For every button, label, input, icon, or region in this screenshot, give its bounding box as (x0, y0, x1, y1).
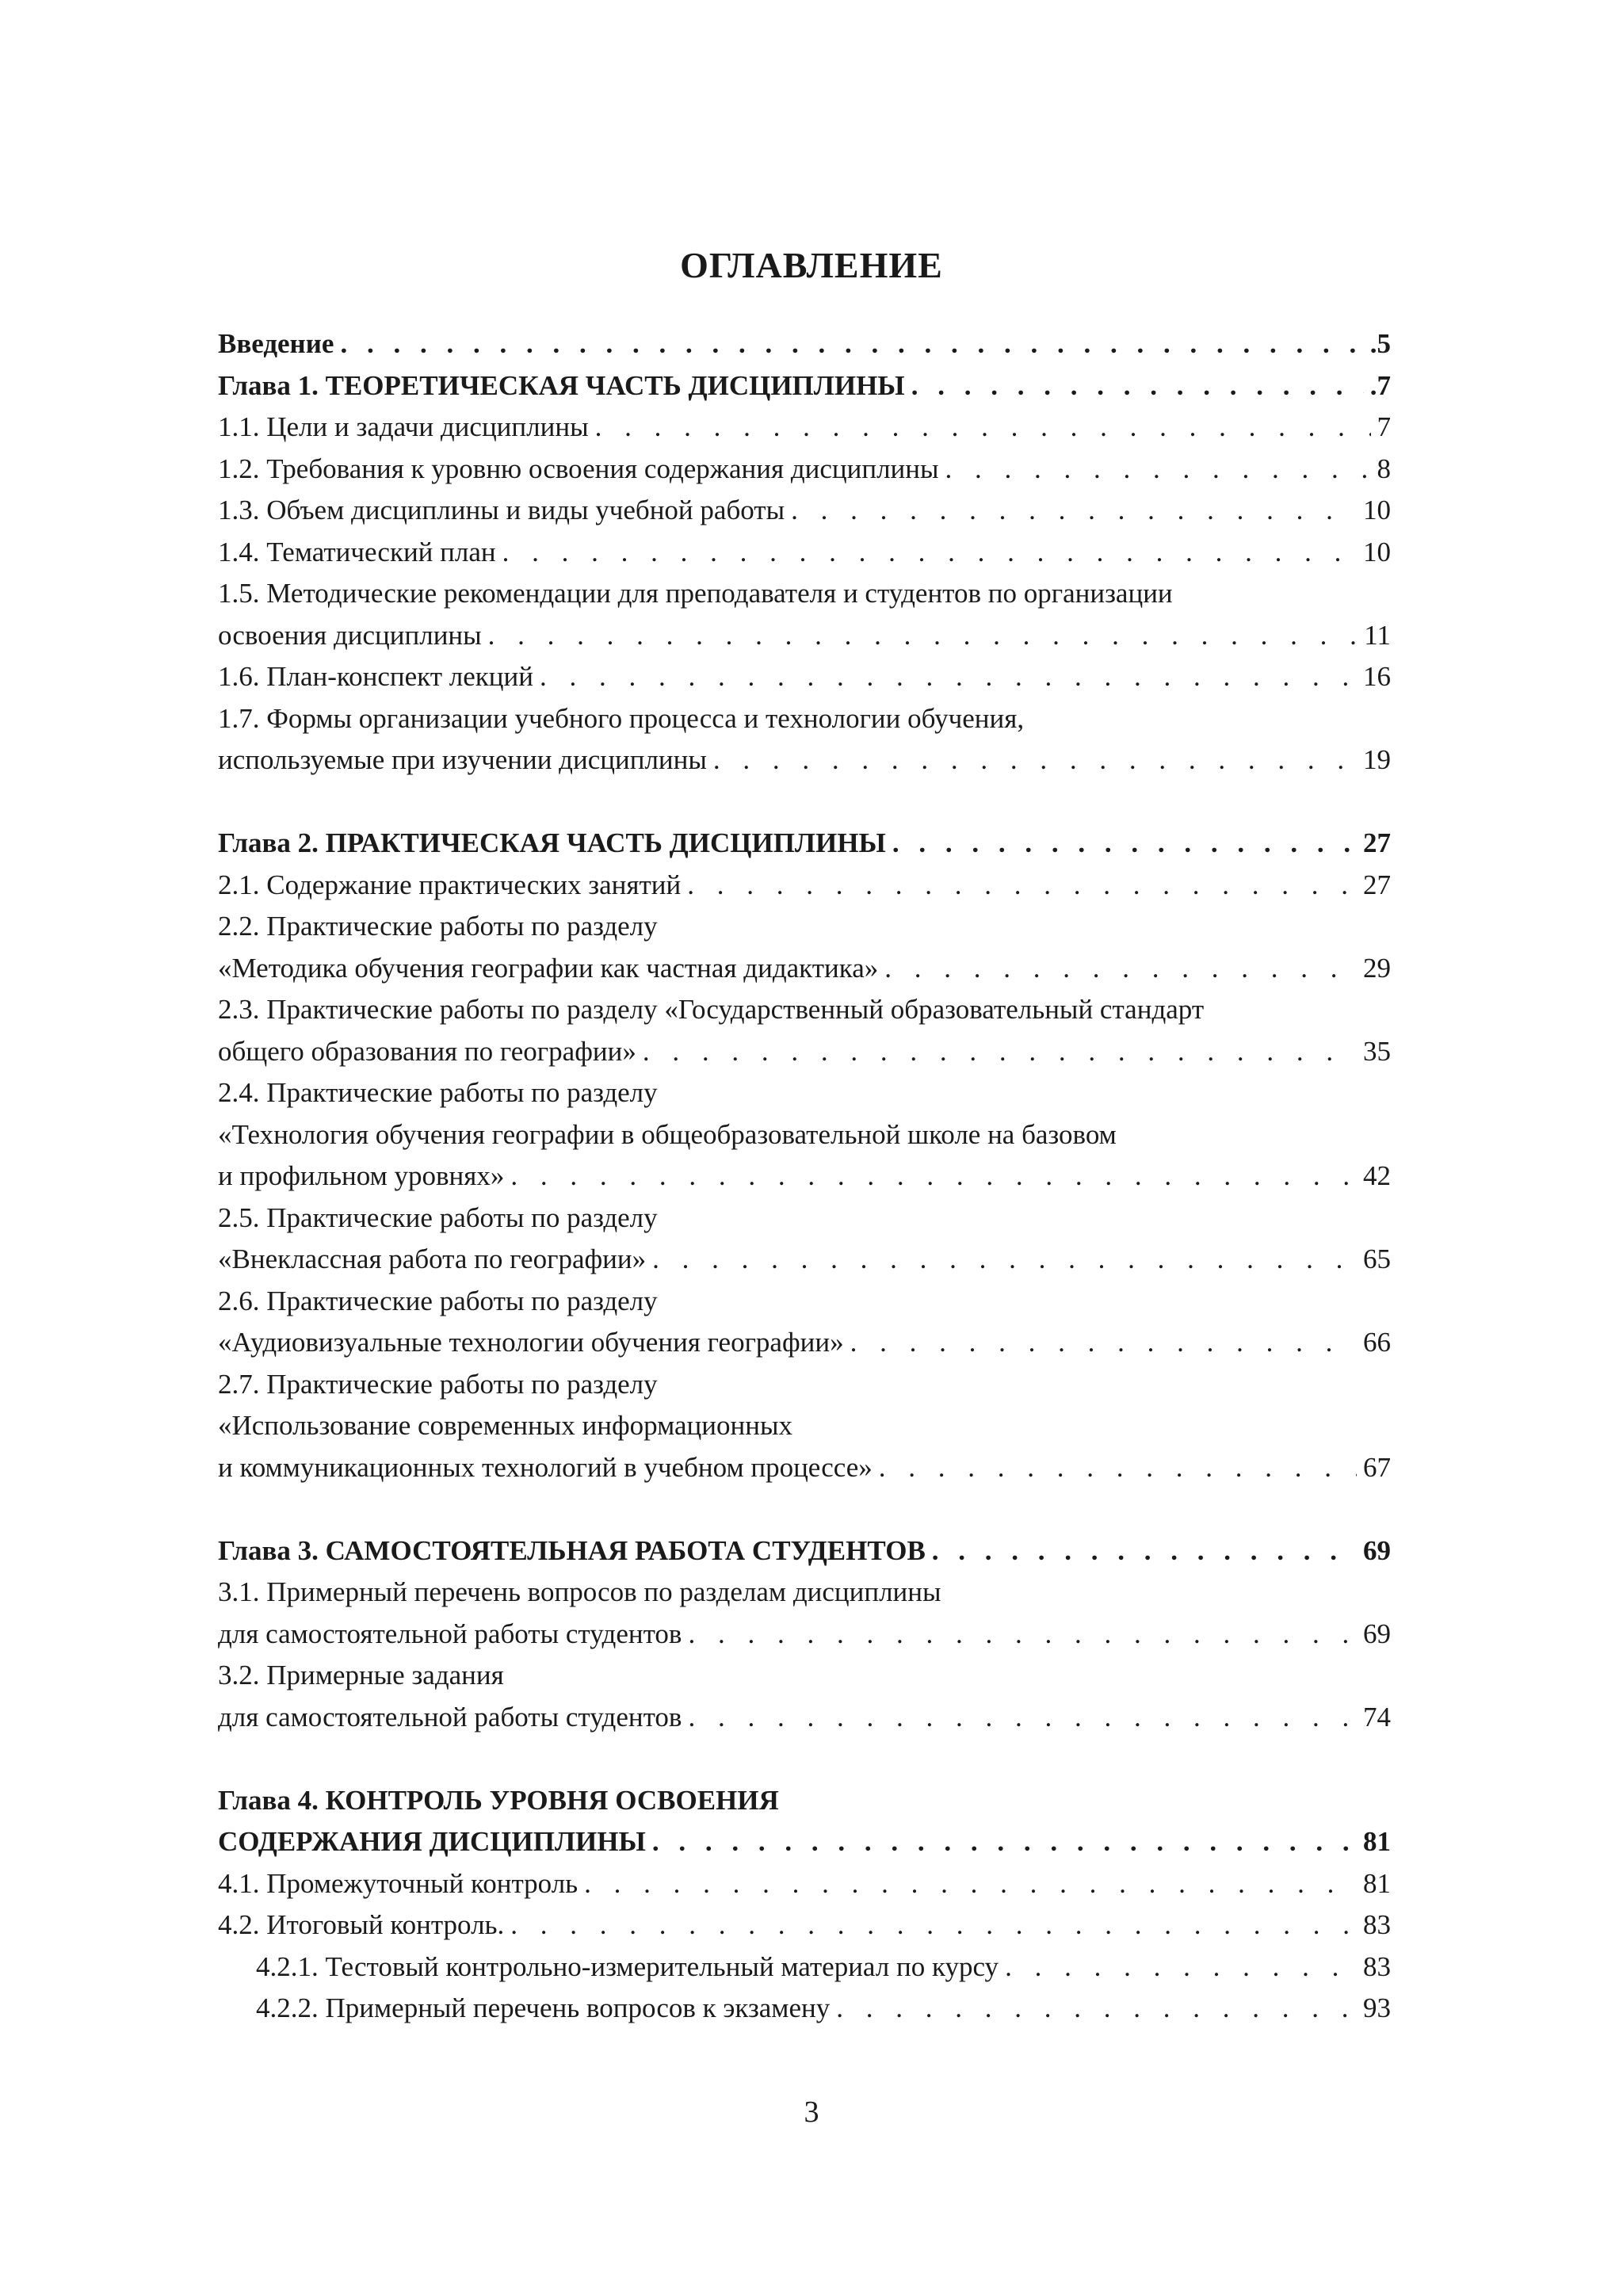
toc-entry[interactable] (218, 656, 1391, 698)
toc-entry[interactable] (218, 1072, 1391, 1198)
toc-entry-text: Введение (218, 328, 334, 359)
toc-page-number: 10 (1363, 536, 1391, 567)
dot-leader (932, 1530, 1357, 1572)
toc-entry[interactable] (218, 698, 1391, 781)
toc-page-number: 69 (1363, 1534, 1391, 1566)
toc-chapter-entry[interactable] (218, 823, 1391, 865)
toc-page-number: 83 (1363, 1909, 1391, 1940)
toc-entry-text: «Использование современных информационных (218, 1410, 792, 1441)
toc-page-number: 35 (1363, 1035, 1391, 1067)
dot-leader (791, 490, 1357, 532)
toc-entry[interactable] (218, 449, 1391, 491)
toc-entry-text: 4.1. Промежуточный контроль (218, 1867, 579, 1899)
toc-entry[interactable] (218, 490, 1391, 532)
toc-chapter-entry[interactable] (218, 323, 1391, 365)
toc-entry-text: общего образования по географии» (218, 1035, 636, 1067)
page-number: 3 (804, 2095, 819, 2129)
toc-entry-text: 2.2. Практические работы по разделу (218, 911, 658, 942)
toc-entry-text: Глава 2. ПРАКТИЧЕСКАЯ ЧАСТЬ ДИСЦИПЛИНЫ (218, 827, 886, 858)
toc-page-number: 16 (1363, 661, 1391, 692)
toc-entry-text: «Методика обучения географии как частная дидактика» (218, 952, 879, 984)
toc-entry-text: 1.5. Методические рекомендации для преподавателя и студентов по организации (218, 578, 1173, 609)
toc-entry-text: 1.3. Объем дисциплины и виды учебной работы (218, 495, 785, 525)
toc-chapter-entry[interactable] (218, 1530, 1391, 1572)
toc-entry-text: 1.2. Требования к уровню освоения содержания дисциплины (218, 453, 939, 484)
toc-page-number: 29 (1363, 952, 1391, 984)
toc-entry-text: 1.4. Тематический план (218, 536, 496, 567)
dot-leader (1005, 1946, 1357, 1988)
toc-page-number: 8 (1377, 453, 1391, 484)
dot-leader (652, 1821, 1357, 1863)
toc-entry[interactable] (218, 407, 1391, 449)
toc-entry[interactable] (218, 1863, 1391, 1905)
toc-entry-text: СОДЕРЖАНИЯ ДИСЦИПЛИНЫ (218, 1826, 646, 1857)
toc-entry-text: используемые при изучении дисциплины (218, 744, 707, 775)
toc-entry-text: 1.1. Цели и задачи дисциплины (218, 411, 589, 442)
toc-entry-text: «Аудиовизуальные технологии обучения географии» (218, 1327, 844, 1358)
toc-entry[interactable] (218, 532, 1391, 574)
dot-leader (510, 1904, 1357, 1946)
dot-leader (850, 1322, 1357, 1364)
toc-entry[interactable] (218, 1198, 1391, 1281)
toc-page-number: 10 (1363, 495, 1391, 525)
toc-page-number: 67 (1363, 1451, 1391, 1483)
toc-entry-text: 3.1. Примерный перечень вопросов по разделам дисциплины (218, 1576, 941, 1607)
toc-entry-text: для самостоятельной работы студентов (218, 1701, 682, 1733)
toc-entry[interactable] (218, 989, 1391, 1072)
toc-entry-text: 2.1. Содержание практических занятий (218, 869, 682, 900)
dot-leader (911, 365, 1364, 407)
toc-entry[interactable] (218, 1946, 1391, 1988)
dot-leader (688, 1697, 1357, 1739)
toc-page-number: 7 (1377, 411, 1391, 442)
toc-entry-text: 3.2. Примерные задания (218, 1660, 504, 1690)
toc-entry-text: 1.6. План-конспект лекций (218, 661, 533, 692)
toc-page-number: 27 (1363, 827, 1391, 858)
toc-entry-text: 2.6. Практические работы по разделу (218, 1285, 658, 1316)
toc-entry[interactable] (218, 573, 1391, 656)
toc-page-number: 74 (1363, 1701, 1391, 1733)
toc-entry-text: Глава 3. САМОСТОЯТЕЛЬНАЯ РАБОТА СТУДЕНТОВ (218, 1534, 926, 1566)
toc-entry-text: Глава 4. КОНТРОЛЬ УРОВНЯ ОСВОЕНИЯ (218, 1784, 779, 1816)
toc-chapter-entry[interactable] (218, 1780, 1391, 1863)
toc-page-number: 11 (1364, 619, 1391, 651)
toc-entry[interactable] (218, 906, 1391, 989)
toc-entry-text: 2.7. Практические работы по разделу (218, 1368, 658, 1400)
toc-entry-text: 2.5. Практические работы по разделу (218, 1201, 658, 1233)
toc-page-number: 27 (1363, 869, 1391, 900)
dot-leader (502, 532, 1357, 574)
toc-entry[interactable] (218, 865, 1391, 907)
toc-entry-text: 4.2.1. Тестовый контрольно-измерительный материал по курсу (256, 1950, 999, 1982)
toc-page-number: .7 (1369, 369, 1391, 401)
dot-leader (836, 1988, 1357, 2030)
toc-entry[interactable] (218, 1281, 1391, 1364)
toc-entry-text: и профильном уровнях» (218, 1160, 505, 1191)
dot-leader (713, 739, 1357, 781)
dot-leader (540, 656, 1357, 698)
dot-leader (884, 948, 1357, 990)
toc-page-number: 66 (1363, 1327, 1391, 1358)
toc-page-number: 42 (1363, 1160, 1391, 1191)
toc-page-number: 81 (1363, 1826, 1391, 1857)
toc-entry-text: «Технология обучения географии в общеобразовательной школе на базовом (218, 1118, 1117, 1150)
dot-leader (687, 865, 1357, 907)
page-title: ОГЛАВЛЕНИЕ (680, 245, 943, 285)
toc-entry-text: и коммуникационных технологий в учебном процессе» (218, 1451, 873, 1483)
dot-leader (652, 1239, 1357, 1281)
toc-entry[interactable] (218, 1988, 1391, 2030)
dot-leader (892, 823, 1357, 865)
toc-page-number: 69 (1363, 1618, 1391, 1649)
table-of-contents (218, 323, 1391, 2030)
toc-entry[interactable] (218, 1655, 1391, 1738)
toc-entry-text: Глава 1. ТЕОРЕТИЧЕСКАЯ ЧАСТЬ ДИСЦИПЛИНЫ (218, 369, 905, 401)
dot-leader (595, 407, 1371, 449)
dot-leader (488, 615, 1358, 657)
toc-page-number: 93 (1363, 1992, 1391, 2023)
dot-leader (688, 1614, 1357, 1656)
toc-entry-text: 2.4. Практические работы по разделу (218, 1077, 658, 1108)
toc-entry-text: 1.7. Формы организации учебного процесса и технологии обучения, (218, 702, 1025, 734)
dot-leader (340, 323, 1363, 365)
toc-page-number: 65 (1363, 1244, 1391, 1274)
dot-leader (643, 1031, 1357, 1073)
toc-page-number: 81 (1363, 1867, 1391, 1899)
toc-chapter-entry[interactable] (218, 365, 1391, 407)
dot-leader (510, 1156, 1357, 1198)
toc-page-number: 83 (1363, 1950, 1391, 1982)
toc-entry-text: для самостоятельной работы студентов (218, 1618, 682, 1649)
toc-entry[interactable] (218, 1572, 1391, 1655)
dot-leader (945, 449, 1371, 491)
toc-entry-text: освоения дисциплины (218, 619, 482, 651)
dot-leader (584, 1863, 1357, 1905)
toc-entry[interactable] (218, 1904, 1391, 1946)
dot-leader (879, 1447, 1357, 1489)
toc-page-number: 19 (1363, 744, 1391, 775)
toc-entry-text: 4.2.2. Примерный перечень вопросов к экзамену (256, 1992, 831, 2023)
toc-entry-text: 4.2. Итоговый контроль. (218, 1909, 505, 1940)
toc-entry-text: «Внеклассная работа по географии» (218, 1244, 647, 1274)
toc-entry-text: 2.3. Практические работы по разделу «Государственный образовательный стандарт (218, 994, 1205, 1025)
toc-page-number: .5 (1369, 328, 1391, 359)
toc-entry[interactable] (218, 1364, 1391, 1489)
